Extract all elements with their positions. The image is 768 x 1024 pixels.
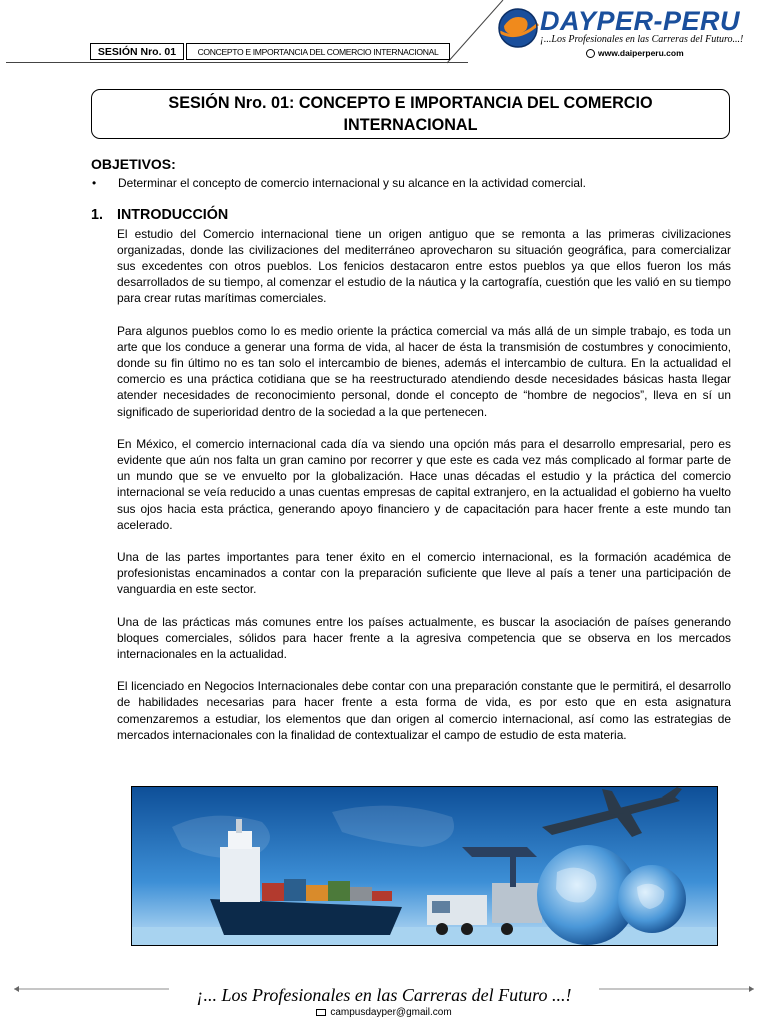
logo-tagline: ¡...Los Profesionales en las Carreras del Futuro...!	[540, 34, 744, 45]
paragraph: El licenciado en Negocios Internacionales debe contar con una preparación constante que le permitirá, el desarrollo de habilidades necesarias para hacer frente a esta forma de vida, es por esto que en esta asignatura comenzaremos a estudiar, los elementos que dan origen al comercio internacional, así como las estrategias de mercados internacionales con la finalidad de contextualizar el campo de estudio de esta materia.	[117, 679, 731, 742]
main-content	[91, 156, 731, 759]
objective-text: Determinar el concepto de comercio internacional y su alcance en la actividad comercial.	[118, 176, 586, 191]
footer-slogan: ¡... Los Profesionales en las Carreras del Futuro ...!	[196, 985, 572, 1005]
logo-website-text: www.daiperperu.com	[598, 48, 684, 58]
paragraph: El estudio del Comercio internacional tiene un origen antiguo que se remonta a las primeras civilizaciones organizadas, donde las civilizaciones del mediterráneo aprovecharon su situación geográfica, para comercializar sus excedentes con otros pueblos. Los fenicios destacaron entre estos pueblos ya que ellos fueron los más desarrollados de su tiempo, al comenzar el estudio de la náutica y la cartografía, cuestión que les valió en su tiempo para crear rutas marítimas comerciales.	[117, 226, 731, 306]
objectives-heading: OBJETIVOS:	[91, 156, 176, 172]
globe-logo-icon	[496, 6, 540, 50]
session-label: SESIÓN Nro. 01	[90, 43, 184, 60]
section-title: INTRODUCCIÓN	[117, 207, 229, 224]
logo-website	[586, 48, 684, 58]
session-title: SESIÓN Nro. 01: CONCEPTO E IMPORTANCIA DEL COMERCIO INTERNACIONAL	[91, 89, 730, 139]
footer-email-text: campusdayper@gmail.com	[330, 1007, 452, 1018]
section-body	[117, 226, 731, 743]
web-globe-icon	[586, 49, 595, 58]
header-rule	[6, 62, 468, 63]
dayper-logo	[496, 4, 764, 62]
paragraph: Para algunos pueblos como lo es medio oriente la práctica comercial va más allá de un simple trabajo, es toda un arte que los conduce a generar una forma de vida, al hacer de ésta la transmisión de costumbres y conocimiento, donde su fin último no es tan solo el intercambio de bienes, además el intercambio de cultura. En la actualidad el comercio es una práctica cotidiana que se ha reestructurado atendiendo desde necesidades básicas hasta llegar atender necesidades de reconocimiento personal, donde el concepto de “hombre de negocios”, lleva en sí un significado de superioridad dentro de la sociedad a la que pertenecen.	[117, 323, 731, 419]
envelope-icon	[316, 1009, 326, 1016]
topic-label: CONCEPTO E IMPORTANCIA DEL COMERCIO INTERNACIONAL	[186, 43, 450, 60]
objective-item	[91, 175, 731, 191]
paragraph: Una de las partes importantes para tener éxito en el comercio internacional, es la formación académica de profesionistas encaminados a contar con la preparación suficiente que lleve al país a tener una participación de vanguardia en este sector.	[117, 550, 731, 597]
section-number: 1.	[91, 207, 103, 224]
logo-name: DAYPER-PERU	[540, 6, 741, 36]
trade-banner-image	[131, 786, 718, 946]
paragraph: Una de las prácticas más comunes entre los países actualmente, es buscar la asociación de países generando bloques comerciales, sólidos para hacer frente a la agresiva competencia que se observa en los mercados internacionales en la actualidad.	[117, 614, 731, 662]
footer-email	[0, 1007, 768, 1018]
bullet-icon: •	[92, 176, 97, 191]
section-heading	[91, 207, 731, 223]
paragraph: En México, el comercio internacional cada día va siendo una opción más para el desarrollo empresarial, pero es evidente que aún nos falta un gran camino por recorrer y que este es cada vez más complicado al formar parte de un mundo que se ve envuelto por la globalización. Hace unas décadas el estudio y la práctica del comercio internacional se veía reducido a unas cuentas empresas de capital extranjero, en la actualidad el gobierno ha vuelto sus ojos hacia esta práctica, generando apoyo financiero y de capacitación para hacer frente a este mundo tan acelerado.	[117, 436, 731, 532]
